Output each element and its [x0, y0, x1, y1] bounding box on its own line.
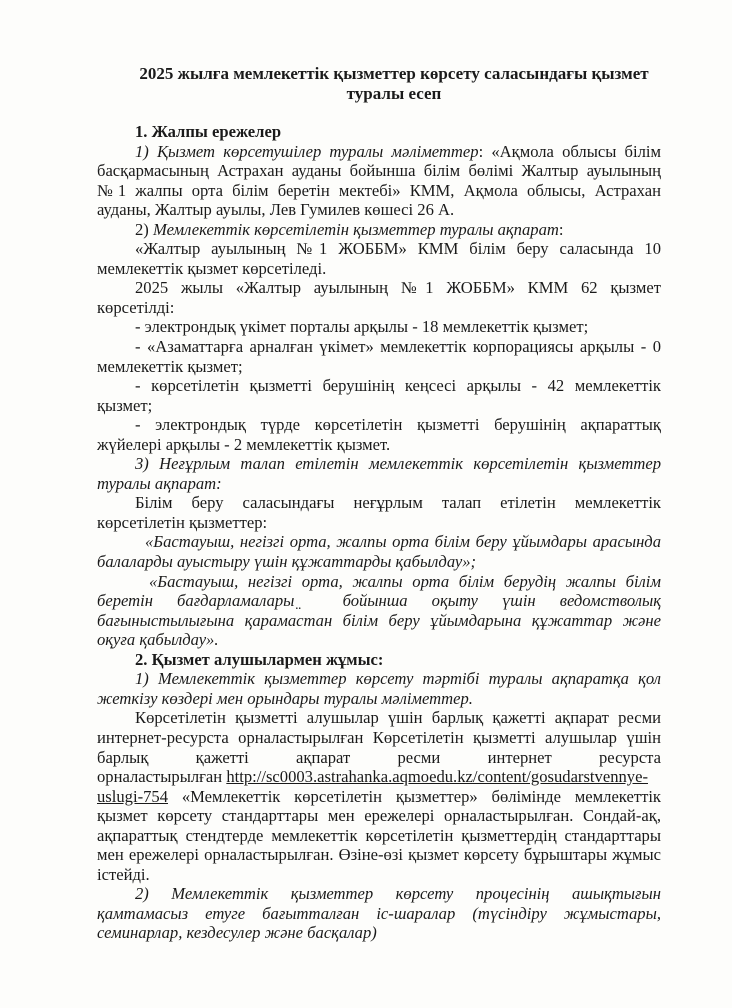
- s2-p1-line-1: 1) Мемлекеттік қызметтер көрсету тәртібі туралы ақпаратқа қол: [135, 669, 661, 689]
- s2-p2-line-4: [97, 767, 661, 787]
- s1-p3-line-2: көрсетілетін қызметтер:: [97, 512, 268, 532]
- s1-p3-heading-line-1: 3) Неғұрлым талап етілетін мемлекеттік көрсетілетін қызметтер: [135, 454, 661, 474]
- s1-p1-label: 1) Қызмет көрсетушілер туралы мәліметтер: [135, 141, 479, 161]
- website-link-cont[interactable]: uslugi-754: [97, 786, 168, 806]
- list-item-corporation-cont: мемлекеттік қызмет;: [97, 356, 243, 376]
- s2-p2-line-8: мен ережелері орналастырылған. Өзіне-өзі қызмет көрсету бұрыштары жұмыс: [97, 845, 661, 865]
- s2-p3-line-2: қамтамасыз етуге бағытталған іс-шаралар (түсіндіру жұмыстары,: [97, 903, 661, 923]
- service-1-line-2: балаларды ауыстыру үшін құжаттарды қабылдау»;: [97, 552, 477, 572]
- s2-p2-line-6: қызмет көрсету стандарттары мен ережелері орналастырылған. Сондай-ақ,: [97, 806, 661, 826]
- list-item-corporation: - «Азаматтарға арналған үкімет» мемлекеттік корпорациясы арқылы - 0: [135, 337, 661, 357]
- list-item-electronic-cont: жүйелері арқылы - 2 мемлекеттік қызмет.: [97, 434, 391, 454]
- s1-p2-colon: :: [558, 219, 564, 239]
- s2-p2-line-7: ақпараттық стендтерде мемлекеттік көрсетілетін қызметтердің стандарттары: [97, 825, 661, 845]
- s2-p2-line-5: [97, 787, 661, 807]
- list-item-electronic: - электрондық түрде көрсетілетін қызметті берушінің ақпараттық: [135, 415, 661, 435]
- s1-p2-a-line-1: «Жалтыр ауылының №1 ЖОББМ» КММ білім беру саласында 10: [135, 239, 661, 259]
- service-2-line-4: оқуға қабылдау».: [97, 630, 219, 650]
- service-2-line-3: бағыныстылығына қарамастан білім беру ұйымдарына құжаттар және: [97, 610, 661, 630]
- list-item-portal: - электрондық үкімет порталы арқылы - 18 мемлекеттік қызмет;: [135, 317, 589, 337]
- s2-p2-line-1: Көрсетілетін қызметті алушылар үшін барлық қажетті ақпарат ресми: [135, 708, 661, 728]
- title-line-1: 2025 жылға мемлекеттік қызметтер көрсету саласындағы қызмет: [139, 64, 649, 83]
- s2-p1-line-2: жеткізу көздері мен орындары туралы мәліметтер.: [97, 688, 473, 708]
- list-item-office: - көрсетілетін қызметті берушінің кеңсесі арқылы - 42 мемлекеттік: [135, 376, 661, 396]
- s2-p2-line-5-rest: «Мемлекеттік көрсетілетін қызметтер» бөлімінде мемлекеттік: [168, 786, 661, 806]
- document-body: [97, 122, 661, 943]
- s1-p2-heading: [97, 220, 661, 240]
- section-1-heading: 1. Жалпы ережелер: [135, 122, 282, 141]
- s2-p2-line-2: интернет-ресурста орналастырылған Көрсетілетін қызметті алушылар үшін: [97, 727, 661, 747]
- title-line-2: туралы есеп: [346, 84, 442, 103]
- section-2-heading: 2. Қызмет алушылармен жұмыс:: [135, 649, 384, 669]
- s1-p1-line-4: ауданы, Жалтыр ауылы, Лев Гумилев көшесі 26 А.: [97, 200, 455, 220]
- service-2-line-2: беретін бағдарламалары ̤ бойынша оқыту үшін ведомстволық: [97, 591, 661, 611]
- s1-p2-a-line-2: мемлекеттік қызмет көрсетіледі.: [97, 258, 327, 278]
- s1-p1-line-1: [97, 142, 661, 162]
- s1-p3-heading-line-2: туралы ақпарат:: [97, 473, 222, 493]
- s1-p2-b-line-2: көрсетілді:: [97, 297, 175, 317]
- document-title: [127, 64, 661, 104]
- service-2-line-1: «Бастауыш, негізгі орта, жалпы орта білім берудің жалпы білім: [149, 571, 661, 591]
- document-page: [97, 64, 661, 943]
- s2-p2-line-3: барлық қажетті ақпарат ресми интернет ресурста: [97, 747, 661, 767]
- s1-p3-line-1: Білім беру саласындағы неғұрлым талап етілетін мемлекеттік: [135, 493, 661, 513]
- s2-p3-line-1: 2) Мемлекеттік қызметтер көрсету процесінің ашықтығын: [135, 884, 661, 904]
- s2-p2-line-9: істейді.: [97, 864, 150, 884]
- s1-p1-line-2: басқармасының Астрахан ауданы бойынша білім бөлімі Жалтыр ауылының: [97, 161, 661, 181]
- s1-p1-line-3: №1 жалпы орта білім беретін мектебі» КММ, Ақмола облысы, Астрахан: [97, 180, 661, 200]
- s1-p2-b-line-1: 2025 жылы «Жалтыр ауылының №1 ЖОББМ» КММ 62 қызмет: [135, 278, 661, 298]
- s2-p3-line-3: семинарлар, кездесулер және басқалар): [97, 923, 377, 943]
- website-link[interactable]: http://sc0003.astrahanka.aqmoedu.kz/content/gosudarstvennye-: [226, 767, 648, 787]
- s1-p2-label: Мемлекеттік көрсетілетін қызметтер туралы ақпарат: [152, 219, 559, 239]
- s2-p2-line-4-pre: орналастырылған: [97, 767, 227, 787]
- list-item-office-cont: қызмет;: [97, 395, 153, 415]
- s1-p2-num: 2): [135, 219, 153, 239]
- s1-p1-line-1-rest: : «Ақмола облысы білім: [478, 141, 661, 161]
- service-1-line-1: «Бастауыш, негізгі орта, жалпы орта білім беру ұйымдары арасында: [145, 532, 661, 552]
